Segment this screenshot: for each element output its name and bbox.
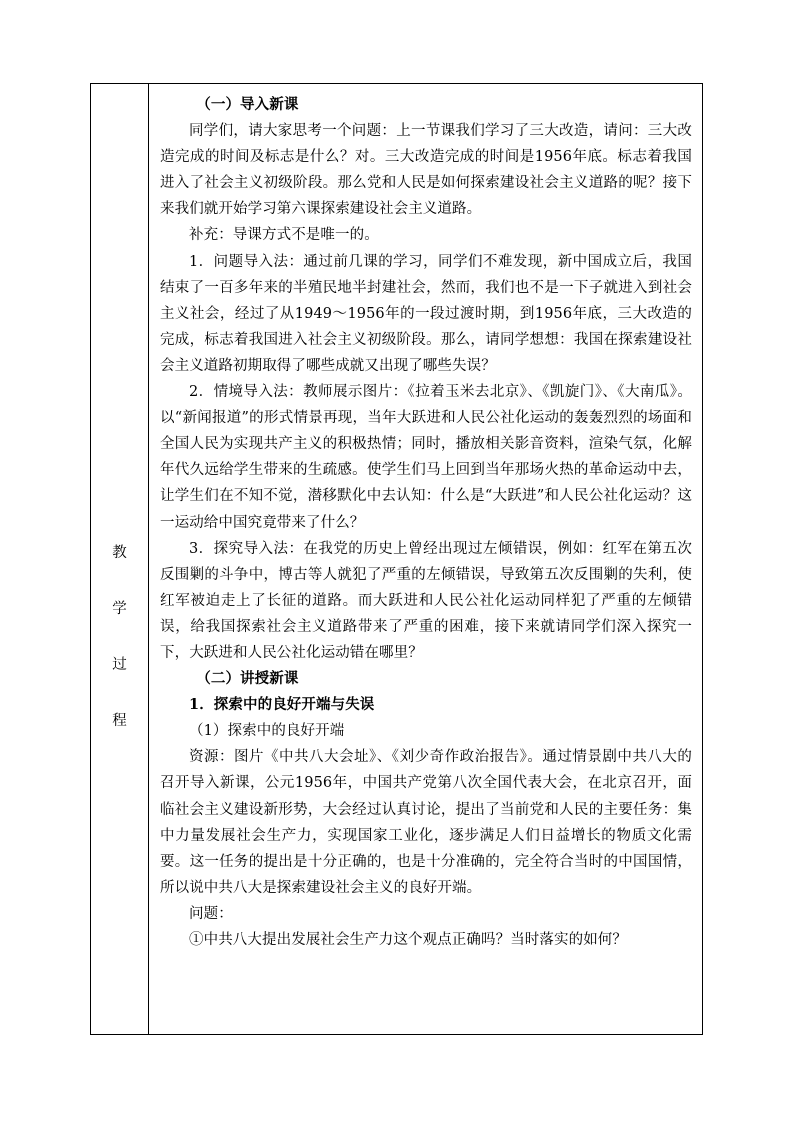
content-cell — [149, 84, 702, 1034]
heading-intro: （一）导入新课 — [196, 96, 299, 113]
section-label — [91, 546, 148, 770]
section-label-char: 程 — [112, 713, 127, 729]
heading-lecture: （二）讲授新课 — [196, 670, 299, 688]
subheading: 1．探索中的良好开端与失误 — [189, 696, 375, 714]
lesson-table — [90, 83, 703, 1035]
paragraph: 补充：导课方式不是唯一的。 — [189, 227, 379, 244]
paragraph: 2．情境导入法：教师展示图片：《拉着玉米去北京》、《凯旋门》、《大南瓜》。以“新闻报道”的形式情景再现，当年大跃进和人民公社化运动的轰轰烈烈的场面和全国人民为实现共产主义的积极热情；同时，播放相关影音资料，渲染气氛，化解年代久远给学生带来的生疏感。使学生们马上回到当年那场火热的革命运动中去，让学生们在不知不觉，潜移默化中去认知：什么是“大跃进”和人民公社化运动？这一运动给中国究竟带来了什么？ — [160, 384, 692, 531]
paragraph: 同学们，请大家思考一个问题：上一节课我们学习了三大改造，请问：三大改造完成的时间及标志是什么？对。三大改造完成的时间是1956年底。标志着我国进入了社会主义初级阶段。那么党和人民是如何探索建设社会主义道路的呢？接下来我们就开始学习第六课探索建设社会主义道路。 — [160, 123, 692, 218]
section-label-char: 过 — [112, 657, 127, 673]
section-label-char: 学 — [112, 601, 127, 617]
paragraph: 1．问题导入法：通过前几课的学习，同学们不难发现，新中国成立后，我国结束了一百多年来的半殖民地半封建社会，然而，我们也不是一下子就进入到社会主义社会，经过了从1949～1956年的一段过渡时期，到1956年底，三大改造的完成，标志着我国进入社会主义初级阶段。那么，请同学想想：我国在探索建设社会主义道路初期取得了哪些成就又出现了哪些失误？ — [160, 253, 692, 374]
paragraph: 资源：图片《中共八大会址》、《刘少奇作政治报告》。通过情景剧中共八大的召开导入新课，公元1956年，中国共产党第八次全国代表大会，在北京召开，面临社会主义建设新形势，大会经过认真讨论，提出了当前党和人民的主要任务：集中力量发展社会生产力，实现国家工业化，逐步满足人们日益增长的物质文化需要。这一任务的提出是十分正确的，也是十分准确的，完全符合当时的中国国情，所以说中共八大是探索建设社会主义的良好开端。 — [160, 749, 692, 896]
section-label-cell — [91, 84, 149, 1034]
section-label-char: 教 — [112, 545, 127, 561]
question-label: 问题： — [189, 905, 233, 922]
paragraph: 3．探究导入法：在我党的历史上曾经出现过左倾错误，例如：红军在第五次反围剿的斗争中，博古等人就犯了严重的左倾错误，导致第五次反围剿的失利，使红军被迫走上了长征的道路。而大跃进和人民公社化运动同样犯了严重的左倾错误，给我国探索社会主义道路带来了严重的困难，接下来就请同学们深入探究一下，大跃进和人民公社化运动错在哪里？ — [160, 540, 692, 661]
question-item: ①中共八大提出发展社会生产力这个观点正确吗？当时落实的如何？ — [189, 932, 627, 948]
subheading: （1）探索中的良好开端 — [189, 723, 345, 740]
